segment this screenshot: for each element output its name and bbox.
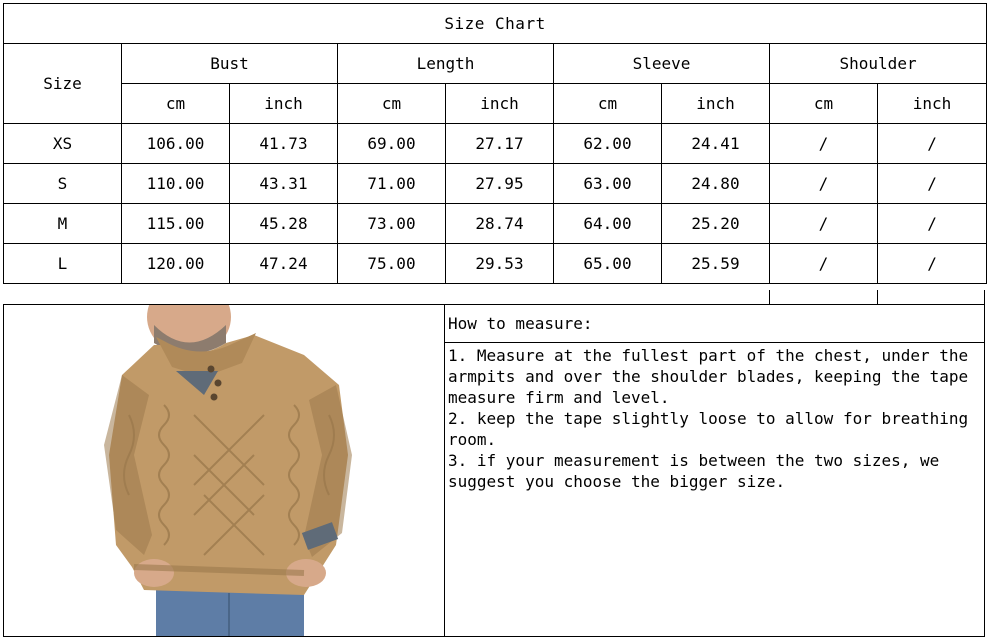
sleeve-header: Sleeve [554,44,770,84]
table-cell: / [878,164,987,204]
unit-header-cm: cm [338,84,446,124]
table-cell: 45.28 [230,204,338,244]
how-to-measure-title: How to measure: [445,305,984,343]
size-chart-table [3,3,987,284]
table-cell: 110.00 [122,164,230,204]
table-cell: / [770,164,878,204]
table-cell: 73.00 [338,204,446,244]
table-cell: 63.00 [554,164,662,204]
sweater-photo-icon [4,305,444,636]
unit-header-cm: cm [122,84,230,124]
shoulder-header: Shoulder [770,44,987,84]
table-cell: / [878,244,987,284]
measure-panel [3,304,985,637]
table-cell: 29.53 [446,244,554,284]
unit-header-cm: cm [554,84,662,124]
table-cell: / [770,124,878,164]
size-label: XS [4,124,122,164]
size-label: L [4,244,122,284]
measure-step: 2. keep the tape slightly loose to allow for breathing room. [448,409,969,449]
table-divider [877,290,985,304]
table-cell: 47.24 [230,244,338,284]
unit-header-cm: cm [770,84,878,124]
table-cell: 75.00 [338,244,446,284]
table-cell: 28.74 [446,204,554,244]
table-row [4,204,987,244]
table-cell: / [770,204,878,244]
unit-header-inch: inch [230,84,338,124]
how-to-measure-steps [448,345,982,492]
table-cell: 25.59 [662,244,770,284]
size-chart-title: Size Chart [4,4,987,44]
table-row [4,124,987,164]
measure-step: 1. Measure at the fullest part of the chest, under the armpits and over the shoulder blades, keeping the tape measure firm and level. [448,346,969,407]
table-cell: 71.00 [338,164,446,204]
table-cell: / [878,124,987,164]
table-cell: 120.00 [122,244,230,284]
size-label: M [4,204,122,244]
table-row [4,244,987,284]
table-cell: / [878,204,987,244]
table-cell: 115.00 [122,204,230,244]
table-cell: 25.20 [662,204,770,244]
table-cell: 43.31 [230,164,338,204]
table-cell: 62.00 [554,124,662,164]
table-cell: 41.73 [230,124,338,164]
length-header: Length [338,44,554,84]
measure-step: 3. if your measurement is between the two sizes, we suggest you choose the bigger size. [448,451,940,491]
table-cell: 27.95 [446,164,554,204]
table-cell: 24.80 [662,164,770,204]
table-cell: 65.00 [554,244,662,284]
table-divider [769,290,878,304]
table-cell: 24.41 [662,124,770,164]
size-label: S [4,164,122,204]
unit-header-inch: inch [446,84,554,124]
table-cell: 27.17 [446,124,554,164]
unit-header-inch: inch [878,84,987,124]
bust-header: Bust [122,44,338,84]
table-cell: 64.00 [554,204,662,244]
unit-header-inch: inch [662,84,770,124]
table-cell: 106.00 [122,124,230,164]
table-cell: 69.00 [338,124,446,164]
product-photo [4,305,445,636]
table-row [4,164,987,204]
size-column-header: Size [4,44,122,124]
table-cell: / [770,244,878,284]
